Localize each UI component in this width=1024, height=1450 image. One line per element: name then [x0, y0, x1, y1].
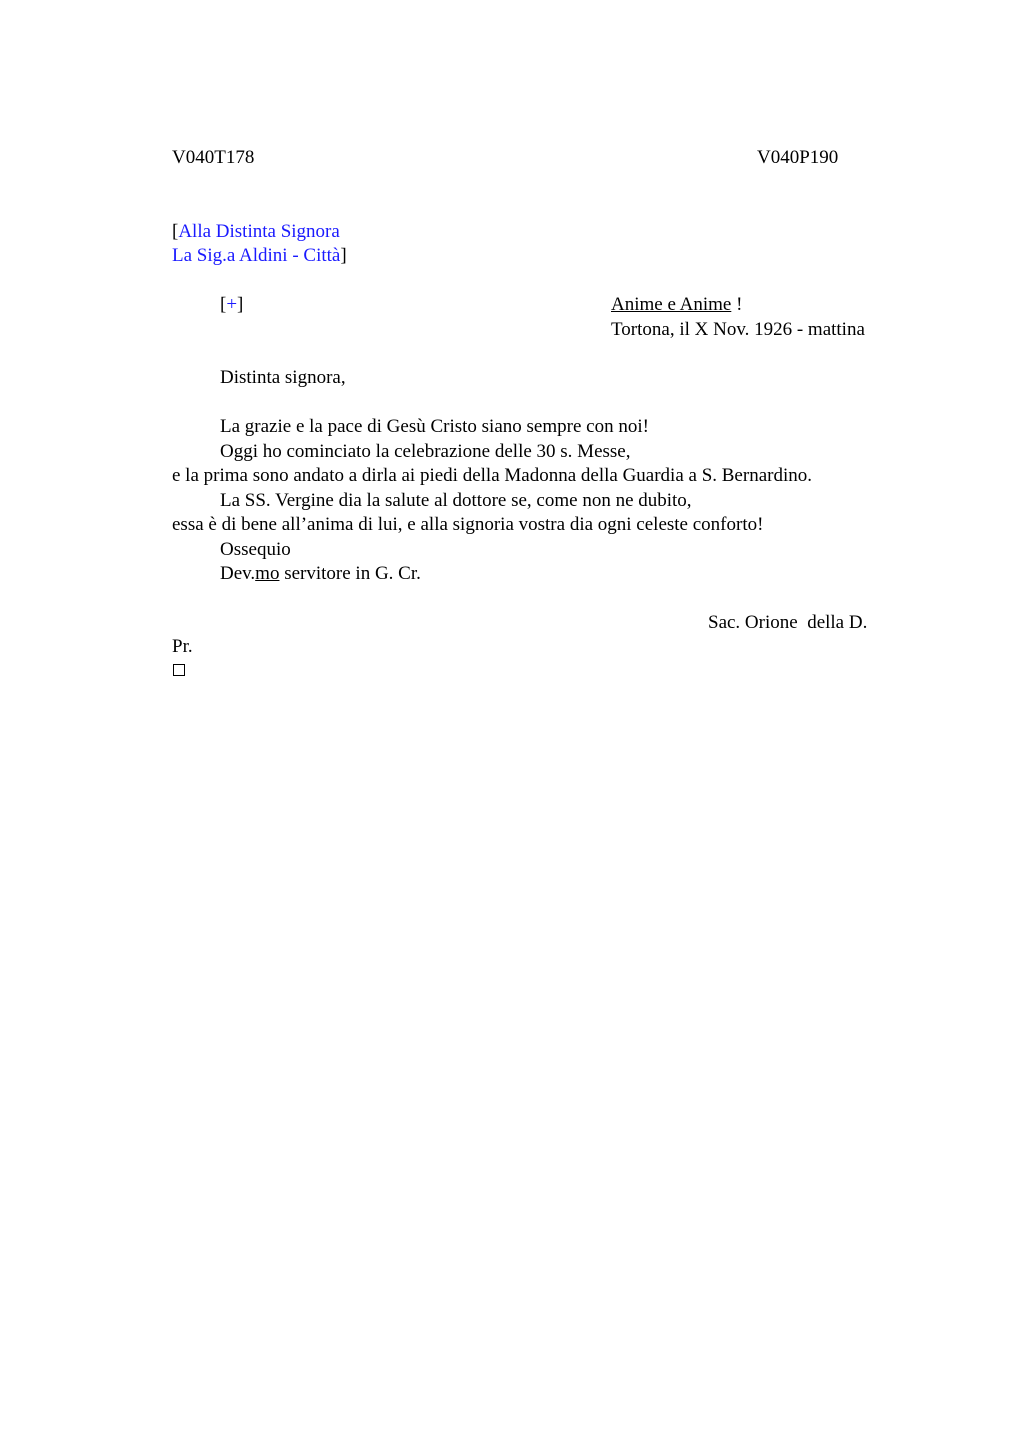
body-line: essa è di bene all’anima di lui, e alla signoria vostra dia ogni celeste conforto! — [172, 514, 764, 535]
address-line-2: La Sig.a Aldini - Città] — [172, 245, 347, 266]
cross-mark: [+] — [220, 294, 244, 315]
document-code-left: V040T178 — [172, 147, 255, 168]
body-line: La grazie e la pace di Gesù Cristo siano sempre con noi! — [220, 416, 649, 437]
body-line: e la prima sono andato a dirla ai piedi della Madonna della Guardia a S. Bernardino. — [172, 465, 812, 486]
document-code-right: V040P190 — [757, 147, 839, 168]
body-line: Oggi ho cominciato la celebrazione delle 30 s. Messe, — [220, 441, 631, 462]
place-date: Tortona, il X Nov. 1926 - mattina — [611, 319, 865, 340]
motto: Anime e Anime ! — [611, 294, 743, 315]
address-line-1: [Alla Distinta Signora — [172, 221, 340, 242]
postscript: Pr. — [172, 636, 193, 657]
closing-line: Dev.mo servitore in G. Cr. — [220, 563, 421, 584]
body-line: La SS. Vergine dia la salute al dottore se, come non ne dubito, — [220, 490, 692, 511]
body-line: Ossequio — [220, 539, 291, 560]
signature: Sac. Orione della D. — [708, 612, 868, 633]
checkbox-icon — [173, 664, 185, 676]
salutation: Distinta signora, — [220, 367, 346, 388]
